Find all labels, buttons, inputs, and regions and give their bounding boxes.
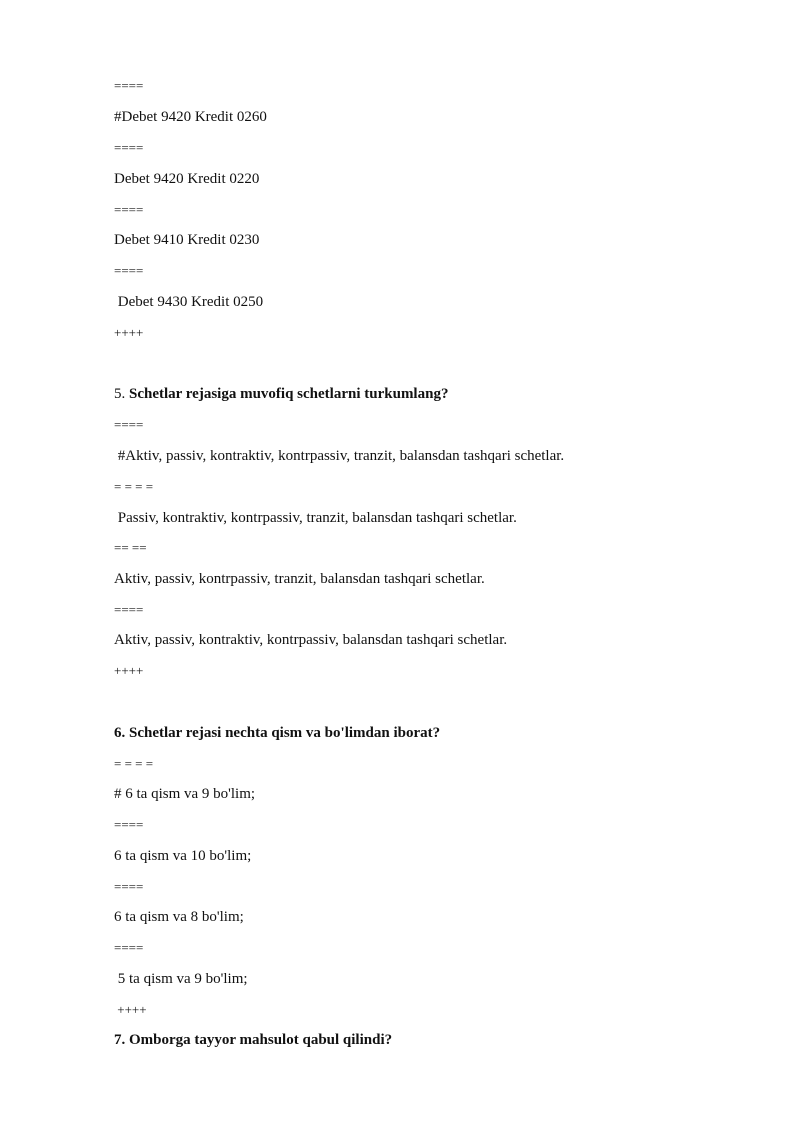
answer-option-correct: #Debet 9420 Kredit 0260 <box>114 109 267 125</box>
answer-option: Debet 9410 Kredit 0230 <box>114 232 260 248</box>
separator-line: = = = = <box>114 756 154 771</box>
answer-option: Passiv, kontraktiv, kontrpassiv, tranzit, balansdan tashqari schetlar. <box>114 510 517 526</box>
separator-line: ==== <box>114 940 144 955</box>
answer-option: Debet 9430 Kredit 0250 <box>114 294 264 310</box>
separator-line: = = = = <box>114 479 154 494</box>
separator-line: ==== <box>114 263 144 278</box>
separator-line: ==== <box>114 202 144 217</box>
separator-line: ==== <box>114 602 144 617</box>
end-marker: ++++ <box>114 1002 147 1017</box>
question-heading: 7. Omborga tayyor mahsulot qabul qilindi? <box>114 1032 393 1048</box>
question-heading: 6. Schetlar rejasi nechta qism va bo'limdan iborat? <box>114 725 441 741</box>
end-marker: ++++ <box>114 325 144 340</box>
question-text: Schetlar rejasiga muvofiq schetlarni turkumlang? <box>129 386 449 402</box>
separator-line: ==== <box>114 879 144 894</box>
separator-line: ==== <box>114 78 144 93</box>
answer-option: 6 ta qism va 8 bo'lim; <box>114 909 244 925</box>
question-heading <box>114 385 448 403</box>
answer-option-correct: # 6 ta qism va 9 bo'lim; <box>114 786 256 802</box>
separator-line: ==== <box>114 140 144 155</box>
answer-option-correct: #Aktiv, passiv, kontraktiv, kontrpassiv, tranzit, balansdan tashqari schetlar. <box>114 448 565 464</box>
separator-line: ==== <box>114 417 144 432</box>
answer-option: 6 ta qism va 10 bo'lim; <box>114 848 252 864</box>
answer-option: Aktiv, passiv, kontraktiv, kontrpassiv, balansdan tashqari schetlar. <box>114 632 508 648</box>
end-marker: ++++ <box>114 663 144 678</box>
question-number: 5. <box>114 386 129 402</box>
separator-line: ==== <box>114 817 144 832</box>
answer-option: Aktiv, passiv, kontrpassiv, tranzit, balansdan tashqari schetlar. <box>114 571 485 587</box>
answer-option: 5 ta qism va 9 bo'lim; <box>114 971 248 987</box>
answer-option: Debet 9420 Kredit 0220 <box>114 171 260 187</box>
separator-line: == == <box>114 540 147 555</box>
